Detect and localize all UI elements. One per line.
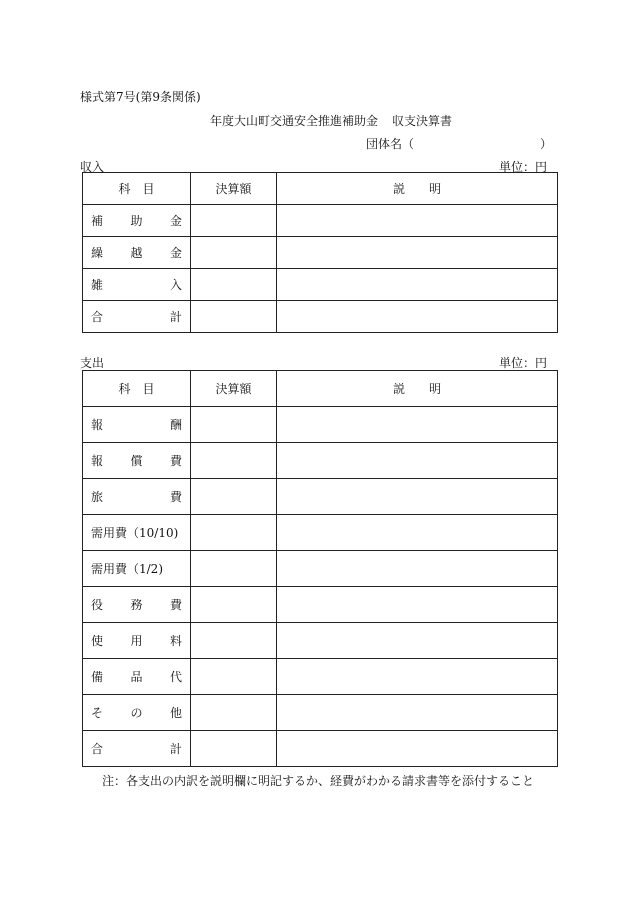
- title-sub: 収支決算書: [392, 114, 453, 128]
- expense-unit-label: 単位：円: [499, 356, 548, 370]
- income-description-cell[interactable]: [277, 237, 558, 269]
- expense-amount-cell[interactable]: [191, 515, 277, 551]
- expense-item-char: 費: [169, 598, 182, 612]
- expense-item-cell: [83, 515, 191, 551]
- income-item-char: 計: [169, 310, 182, 324]
- expense-row: [83, 623, 558, 659]
- expense-description-cell[interactable]: [277, 551, 558, 587]
- income-total-row: [83, 301, 558, 333]
- expense-header-item: 科 目: [83, 371, 191, 407]
- expense-amount-cell[interactable]: [191, 623, 277, 659]
- expense-amount-cell[interactable]: [191, 695, 277, 731]
- organization-name-close: ）: [540, 137, 553, 151]
- expense-row: [83, 551, 558, 587]
- expense-description-cell[interactable]: [277, 695, 558, 731]
- expense-item-cell: [83, 551, 191, 587]
- expense-item-char: 代: [169, 670, 182, 684]
- expense-amount-cell[interactable]: [191, 443, 277, 479]
- income-item-cell: [83, 237, 191, 269]
- form-number-label: 様式第7号(第9条関係): [80, 90, 201, 104]
- expense-item-cell: [83, 443, 191, 479]
- income-item-cell: [83, 301, 191, 333]
- income-item-char: 金: [169, 214, 182, 228]
- expense-item-char: 用: [130, 634, 143, 648]
- income-unit-label: 単位：円: [499, 160, 548, 174]
- expense-item-cell: [83, 623, 191, 659]
- expense-row: [83, 443, 558, 479]
- expense-amount-cell[interactable]: [191, 659, 277, 695]
- expense-amount-cell[interactable]: [191, 731, 277, 767]
- income-header-row: [83, 173, 558, 205]
- expense-item-char: 計: [169, 742, 182, 756]
- expense-item-char: の: [130, 706, 143, 720]
- expense-item-char: 費: [169, 454, 182, 468]
- income-row: [83, 269, 558, 301]
- expense-section-label: 支出: [80, 356, 105, 370]
- expense-item-cell: [83, 407, 191, 443]
- expense-item-char: 他: [169, 706, 182, 720]
- income-item-char: 入: [169, 278, 182, 292]
- expense-item-char: 品: [130, 670, 143, 684]
- expense-item-char: 報: [91, 454, 104, 468]
- expense-item-cell: [83, 659, 191, 695]
- footnote: 注：各支出の内訳を説明欄に明記するか、経費がわかる請求書等を添付すること: [102, 774, 535, 788]
- income-item-char: 補: [91, 214, 104, 228]
- expense-description-cell[interactable]: [277, 515, 558, 551]
- expense-header-amount: 決算額: [191, 371, 277, 407]
- expense-item-char: そ: [91, 706, 104, 720]
- income-item-char: 助: [130, 214, 143, 228]
- expense-header-row: [83, 371, 558, 407]
- income-item-char: 合: [91, 310, 104, 324]
- title-main: 年度大山町交通安全推進補助金: [210, 114, 379, 128]
- income-item-char: 繰: [91, 246, 104, 260]
- income-table: [82, 172, 558, 333]
- income-amount-cell[interactable]: [191, 269, 277, 301]
- expense-item-char: 酬: [169, 418, 182, 432]
- income-header-amount: 決算額: [191, 173, 277, 205]
- expense-item-cell: [83, 479, 191, 515]
- income-description-cell[interactable]: [277, 269, 558, 301]
- expense-row: [83, 587, 558, 623]
- expense-description-cell[interactable]: [277, 659, 558, 695]
- income-amount-cell[interactable]: [191, 205, 277, 237]
- expense-amount-cell[interactable]: [191, 551, 277, 587]
- expense-row: [83, 407, 558, 443]
- expense-row: [83, 515, 558, 551]
- expense-item-char: 合: [91, 742, 104, 756]
- income-row: [83, 237, 558, 269]
- document-title: [210, 112, 452, 129]
- organization-name-label: 団体名（: [366, 137, 415, 151]
- expense-item-cell: [83, 695, 191, 731]
- expense-row: [83, 695, 558, 731]
- income-row: [83, 205, 558, 237]
- expense-description-cell[interactable]: [277, 623, 558, 659]
- income-item-cell: [83, 205, 191, 237]
- income-section-label: 収入: [80, 160, 105, 174]
- expense-item-char: 旅: [91, 490, 104, 504]
- expense-item-char: 役: [91, 598, 104, 612]
- income-amount-cell[interactable]: [191, 237, 277, 269]
- expense-total-row: [83, 731, 558, 767]
- expense-item-char: 備: [91, 670, 104, 684]
- expense-description-cell[interactable]: [277, 443, 558, 479]
- income-item-char: 金: [169, 246, 182, 260]
- expense-amount-cell[interactable]: [191, 407, 277, 443]
- expense-row: [83, 479, 558, 515]
- income-header-item: 科 目: [83, 173, 191, 205]
- income-item-char: 越: [130, 246, 143, 260]
- income-item-cell: [83, 269, 191, 301]
- expense-item-text: 需用費（1/2): [91, 562, 163, 576]
- income-amount-cell[interactable]: [191, 301, 277, 333]
- expense-row: [83, 659, 558, 695]
- expense-table: [82, 370, 558, 767]
- expense-item-char: 償: [130, 454, 143, 468]
- expense-description-cell[interactable]: [277, 731, 558, 767]
- income-description-cell[interactable]: [277, 301, 558, 333]
- expense-item-char: 費: [169, 490, 182, 504]
- expense-amount-cell[interactable]: [191, 479, 277, 515]
- expense-header-description: 説 明: [277, 371, 558, 407]
- expense-amount-cell[interactable]: [191, 587, 277, 623]
- expense-item-cell: [83, 731, 191, 767]
- income-header-description: 説 明: [277, 173, 558, 205]
- expense-item-char: 務: [130, 598, 143, 612]
- income-description-cell[interactable]: [277, 205, 558, 237]
- expense-description-cell[interactable]: [277, 407, 558, 443]
- expense-description-cell[interactable]: [277, 587, 558, 623]
- expense-item-char: 料: [169, 634, 182, 648]
- expense-item-cell: [83, 587, 191, 623]
- expense-item-text: 需用費（10/10): [91, 526, 179, 540]
- expense-item-char: 使: [91, 634, 104, 648]
- expense-item-char: 報: [91, 418, 104, 432]
- income-item-char: 雑: [91, 278, 104, 292]
- expense-description-cell[interactable]: [277, 479, 558, 515]
